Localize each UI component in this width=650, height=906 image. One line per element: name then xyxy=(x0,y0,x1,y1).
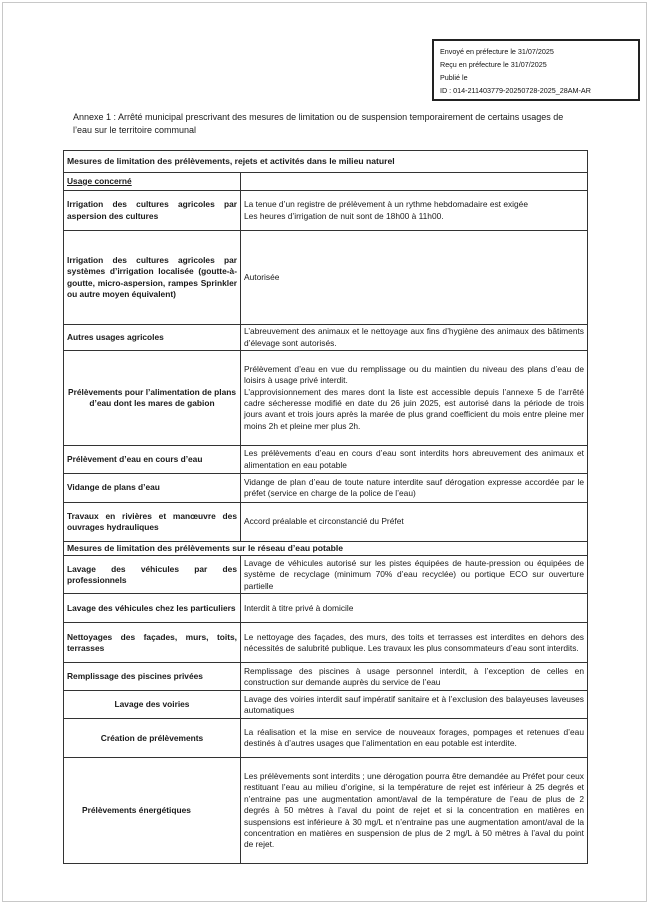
table-row xyxy=(64,691,588,719)
row-label: Prélèvements pour l’alimentation de plans d’eau dont les mares de gabion xyxy=(64,351,241,446)
row-label: Lavage des véhicules par des professionnels xyxy=(64,556,241,594)
usage-header: Usage concerné xyxy=(64,173,241,191)
row-label: Remplissage des piscines privées xyxy=(64,663,241,691)
row-value: Prélèvement d’eau en vue du remplissage ou du maintien du niveau des plans d’eau de loisirs à usage privé interdit. L’approvisionnement des mares dont la liste est accessible depuis l’annexe 5 de l’arrêté cadre sécheresse modifié en date du 26 juin 2025, est autorisé dans la période de trois jours avant et trois jours après la marée de plus grand coefficient du mois entre pleine mer moins 2h et pleine mer plus 2h. xyxy=(241,351,588,446)
row-label: Travaux en rivières et manœuvre des ouvrages hydrauliques xyxy=(64,503,241,542)
annex-title: Annexe 1 : Arrêté municipal prescrivant des mesures de limitation ou de suspension temporairement de certains usages de l’eau sur le territoire communal xyxy=(73,112,564,135)
row-value: Lavage de véhicules autorisé sur les pistes équipées de haute-pression ou équipées de système de recyclage (minimum 70% d’eau recyclée) ou portique ECO sur ouverture partielle xyxy=(241,556,588,594)
document-page xyxy=(2,2,647,902)
row-value: Le nettoyage des façades, des murs, des toits et terrasses est interdites en dehors des nécessités de salubrité publique. Les travaux les plus consommateurs d’eau sont interdits. xyxy=(241,623,588,663)
table-row xyxy=(64,351,588,446)
stamp-published: Publié le xyxy=(440,73,468,82)
row-value: Interdit à titre privé à domicile xyxy=(241,594,588,623)
row-label: Autres usages agricoles xyxy=(64,325,241,351)
prefecture-stamp xyxy=(432,39,640,101)
restrictions-table xyxy=(63,150,588,864)
row-label: Lavage des véhicules chez les particuliers xyxy=(64,594,241,623)
row-value: Vidange de plan d’eau de toute nature interdite sauf dérogation expresse accordée par le préfet (service en charge de la police de l’eau) xyxy=(241,474,588,503)
row-value: Autorisée xyxy=(241,231,588,325)
row-value: Les prélèvements d’eau en cours d’eau sont interdits hors abreuvement des animaux et alimentation en eau potable xyxy=(241,446,588,474)
table-row xyxy=(64,474,588,503)
usage-header-empty xyxy=(241,173,588,191)
row-value: L’abreuvement des animaux et le nettoyage aux fins d’hygiène des animaux des bâtiments d’élevage sont autorisés. xyxy=(241,325,588,351)
row-value: Remplissage des piscines à usage personnel interdit, à l’exception de celles en construction sur demande auprès du service de l’eau xyxy=(241,663,588,691)
section-title-natural: Mesures de limitation des prélèvements, rejets et activités dans le milieu naturel xyxy=(64,151,588,173)
table-row xyxy=(64,719,588,758)
row-value: Les prélèvements sont interdits ; une dérogation pourra être demandée au Préfet pour ceux restituant l’eau au milieu d’origine, si la température de rejet est inférieur à 25 degrés et n’entraine pas une augmentation amont/aval de la température de l’eau de plus de 2 degrés à 50 mètres à l’aval du point de rejet et si la concentration en matières en suspensions est inférieure à 30 mg/L et n’entraine pas une augmentation amont/aval de la concentration en matières en suspension de plus de 2 mg/L à 50 mètres à l’aval du point de rejet. xyxy=(241,758,588,864)
row-label: Irrigation des cultures agricoles par aspersion des cultures xyxy=(64,191,241,231)
table-row xyxy=(64,594,588,623)
table-row xyxy=(64,325,588,351)
row-label: Création de prélèvements xyxy=(64,719,241,758)
stamp-sent: Envoyé en préfecture le 31/07/2025 xyxy=(440,47,554,56)
row-label: Nettoyages des façades, murs, toits, terrasses xyxy=(64,623,241,663)
table-row xyxy=(64,758,588,864)
row-label: Prélèvement d’eau en cours d’eau xyxy=(64,446,241,474)
table-row xyxy=(64,503,588,542)
row-value: La réalisation et la mise en service de nouveaux forages, pompages et retenues d’eau destinés à d’autres usages que l’alimentation en eau potable est interdite. xyxy=(241,719,588,758)
row-label: Prélèvements énergétiques xyxy=(64,758,241,864)
row-label: Vidange de plans d’eau xyxy=(64,474,241,503)
section-title-potable: Mesures de limitation des prélèvements sur le réseau d’eau potable xyxy=(64,542,588,556)
table-row xyxy=(64,446,588,474)
table-row xyxy=(64,663,588,691)
row-label: Lavage des voiries xyxy=(64,691,241,719)
stamp-received: Reçu en préfecture le 31/07/2025 xyxy=(440,60,547,69)
row-label: Irrigation des cultures agricoles par systèmes d’irrigation localisée (goutte-à-goutte, micro-aspersion, rampes Sprinkler ou autre moyen équivalent) xyxy=(64,231,241,325)
row-value: Lavage des voiries interdit sauf impératif sanitaire et à l’exclusion des balayeuses laveuses automatiques xyxy=(241,691,588,719)
table-row xyxy=(64,623,588,663)
table-row xyxy=(64,231,588,325)
row-value: La tenue d’un registre de prélèvement à un rythme hebdomadaire est exigée Les heures d’irrigation de nuit sont de 18h00 à 11h00. xyxy=(241,191,588,231)
table-row xyxy=(64,556,588,594)
row-value: Accord préalable et circonstancié du Préfet xyxy=(241,503,588,542)
table-row xyxy=(64,191,588,231)
stamp-id: ID : 014-211403779-20250728-2025_28AM-AR xyxy=(440,86,591,95)
